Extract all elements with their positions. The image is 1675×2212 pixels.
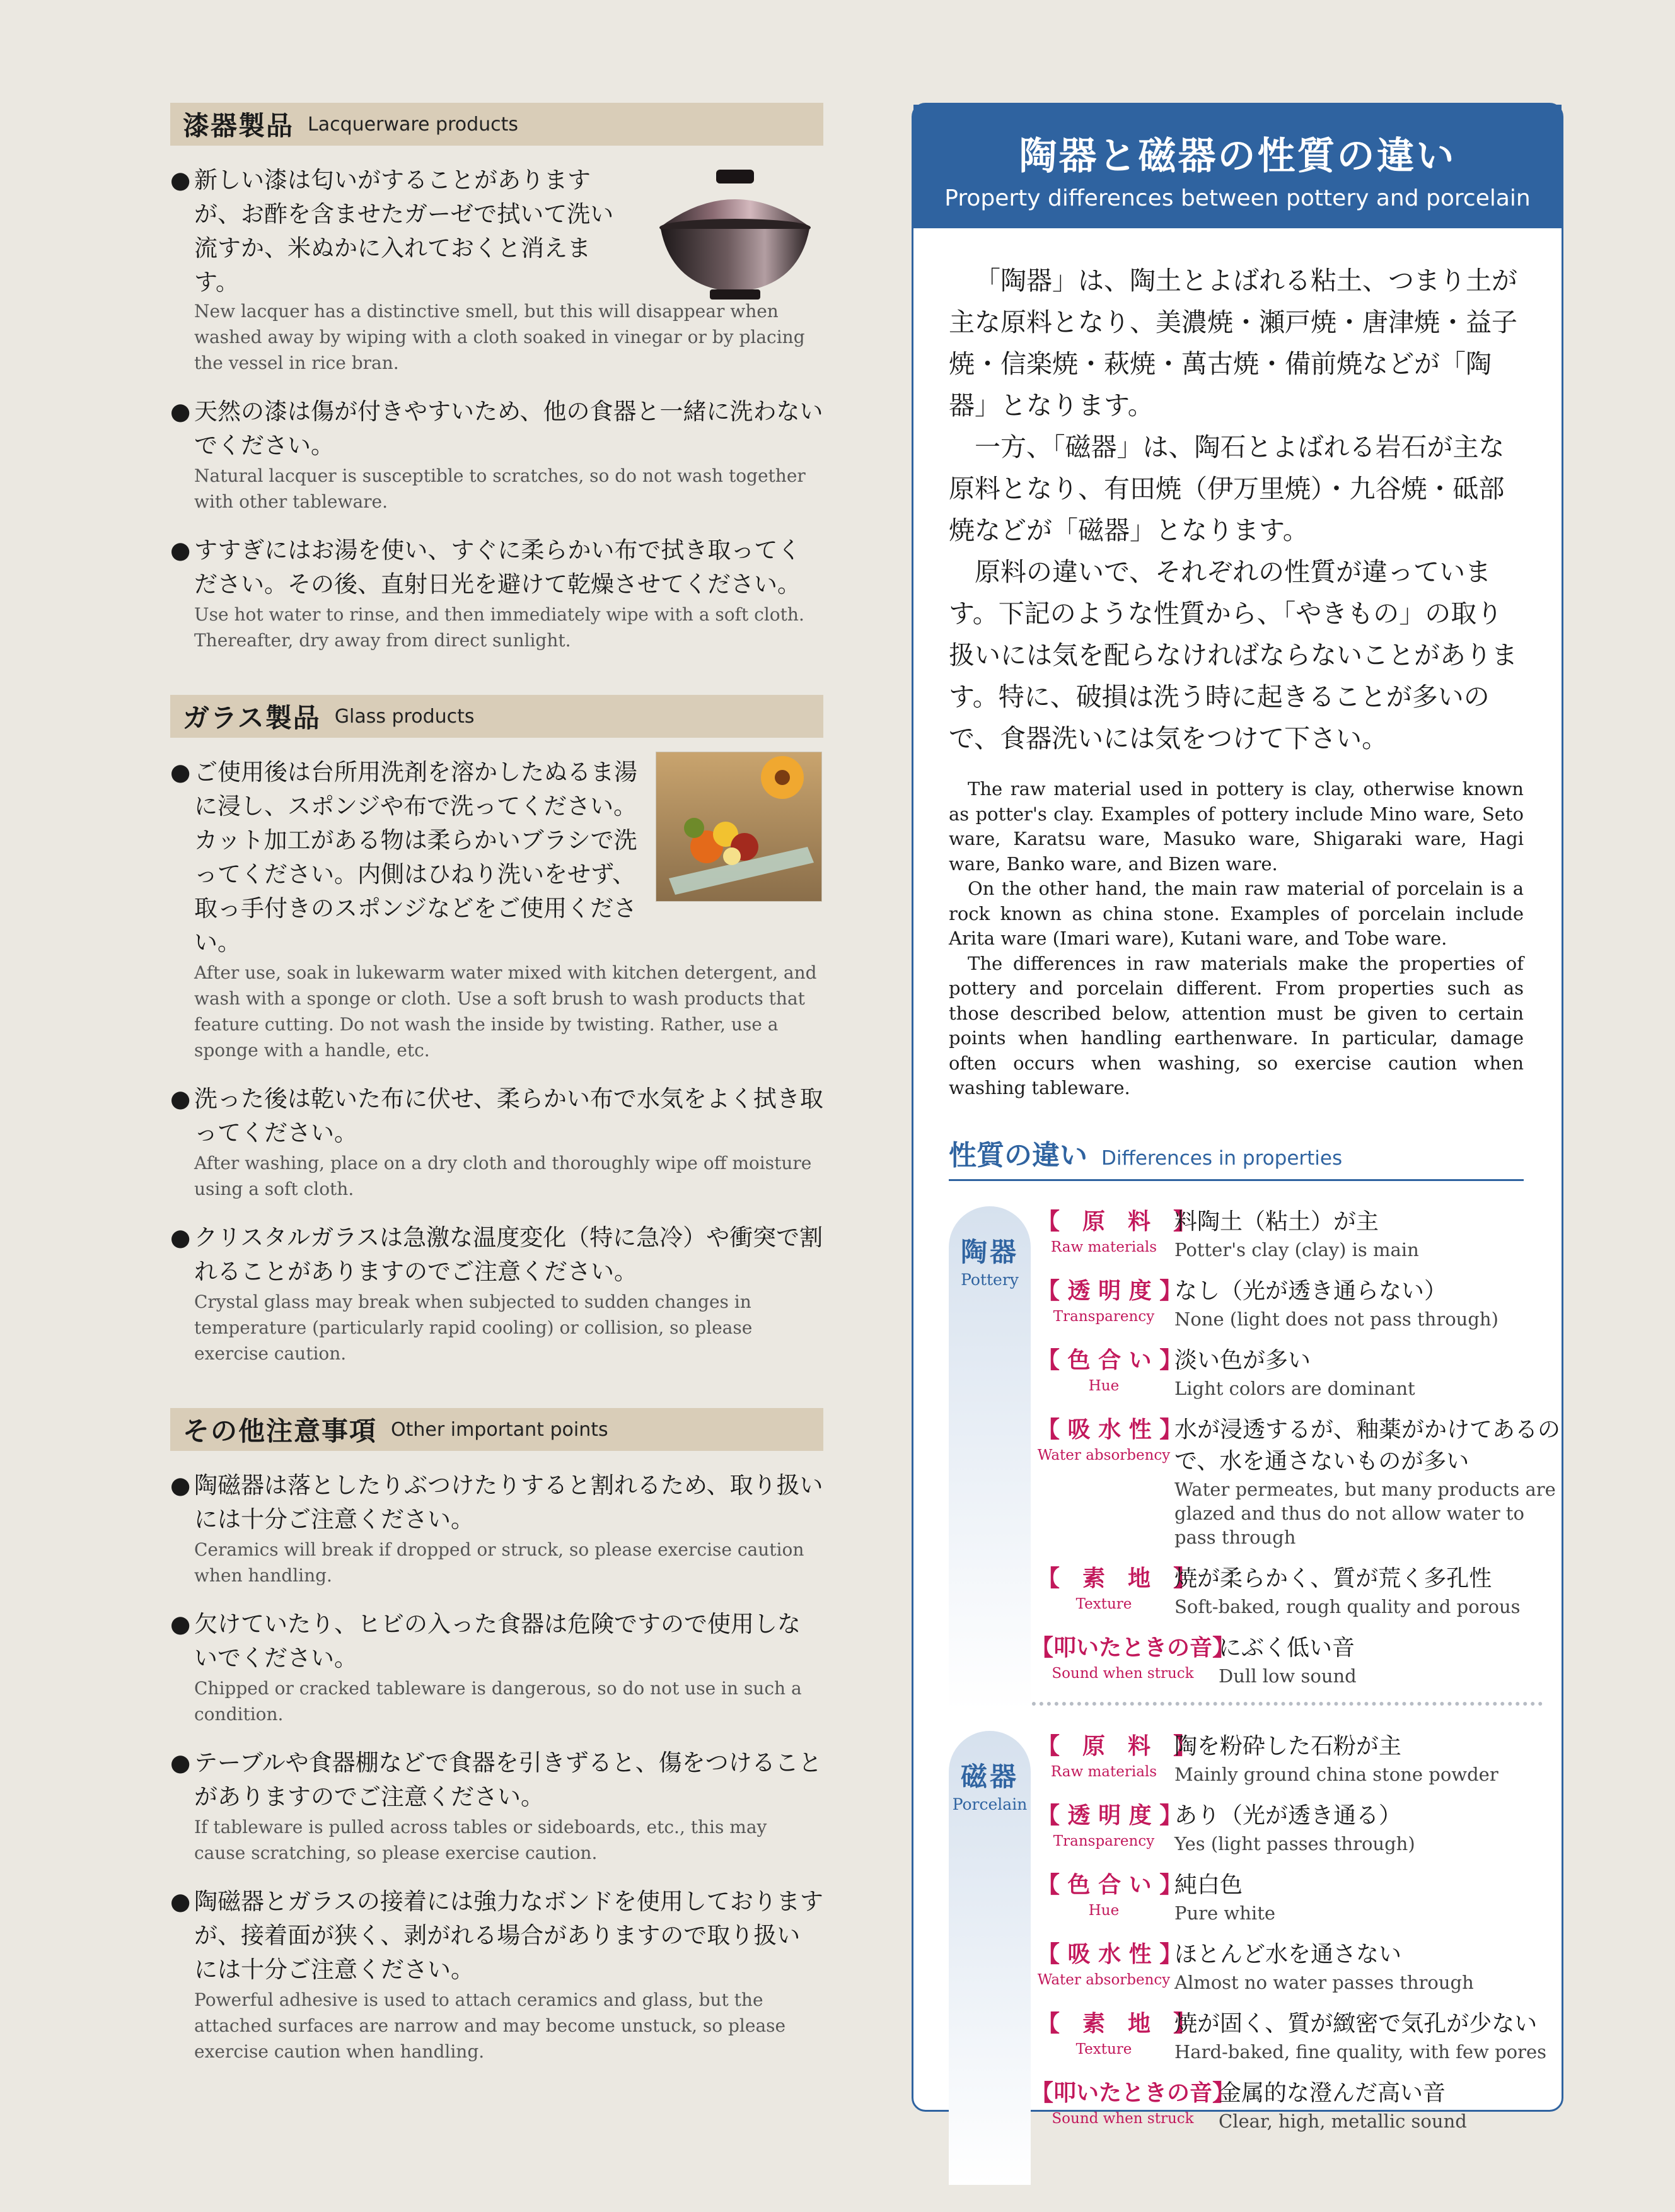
bullet-dot: ● <box>170 398 191 425</box>
dotted-divider <box>949 1702 1543 1706</box>
pottery-rows <box>1031 1206 1562 1688</box>
property-label-ja: 【 吸 水 性 】 <box>1037 1416 1183 1443</box>
property-label-ja: 【 透 明 度 】 <box>1037 1802 1183 1829</box>
glass-dish-image <box>656 752 822 902</box>
glass-heading <box>170 695 823 738</box>
other-bullet-3-ja: テーブルや食器棚などで食器を引きずると、傷をつけることがありますのでご注意ください。 <box>194 1749 822 1810</box>
differences-title-en: Differences in properties <box>1101 1146 1343 1170</box>
intro-en-paragraph-3: The differences in raw materials make the properties of pottery and porcelain different. From properties such as those described below, attention must be given to certain points when handling earthenware. In particular, damage often occurs when washing, so exercise caution when washing tableware. <box>949 952 1524 1098</box>
lacquer-bowl-image <box>647 158 823 310</box>
pottery-tab <box>949 1206 1031 1711</box>
lacquerware-section <box>170 103 823 653</box>
lacquer-bullet-2 <box>170 395 823 515</box>
glass-section <box>170 695 823 1366</box>
intro-ja-paragraph-1: 「陶器」は、陶土とよばれる粘土、つまり土が主な原料となり、美濃焼・瀬戸焼・唐津焼・益子焼・信楽焼・萩焼・萬古焼・備前焼などが「陶器」となります。 <box>949 265 1517 421</box>
glass-bullet-2-en: After washing, place on a dry cloth and thoroughly wipe off moisture using a soft cloth. <box>194 1153 812 1199</box>
other-bullet-2 <box>170 1607 823 1727</box>
lacquerware-title-ja: 漆器製品 <box>183 110 294 141</box>
property-label-en: Sound when struck <box>1052 2110 1194 2127</box>
bullet-dot: ● <box>170 166 191 194</box>
lacquer-bullet-1-en: New lacquer has a distinctive smell, but this will disappear when washed away by wiping with a cloth soaked in vinegar or by placing the vessel in rice bran. <box>194 301 805 373</box>
panel-title-en: Property differences between pottery and porcelain <box>944 185 1531 211</box>
intro-en-paragraph-1: The raw material used in pottery is clay, otherwise known as potter's clay. Examples of pottery include Mino ware, Seto ware, Karatsu ware, Masuko ware, Shigaraki ware, Hagi ware, Banko ware, and Bizen ware. <box>949 778 1524 875</box>
glass-title-en: Glass products <box>334 705 475 728</box>
bullet-dot: ● <box>170 1472 191 1499</box>
porcelain-row-raw-materials <box>1037 1731 1562 1786</box>
property-value-ja: あり（光が透き通る） <box>1174 1802 1402 1829</box>
bullet-dot: ● <box>170 1749 191 1776</box>
bullet-dot: ● <box>170 1888 191 1915</box>
lacquer-bullet-2-en: Natural lacquer is susceptible to scratches, so do not wash together with other tableware. <box>194 465 806 512</box>
property-label-ja: 【 原 料 】 <box>1037 1733 1197 1759</box>
glass-title-ja: ガラス製品 <box>183 702 321 733</box>
property-label-ja: 【 原 料 】 <box>1037 1208 1197 1235</box>
property-value-ja: 焼が固く、質が緻密で気孔が少ない <box>1174 2010 1538 2037</box>
intro-japanese <box>913 228 1562 759</box>
other-bullet-4-en: Powerful adhesive is used to attach ceramics and glass, but the attached surfaces are narrow and may become unstuck, so please exercise caution when handling. <box>194 1989 786 2062</box>
property-value-ja: 水が浸透するが、釉薬がかけてあるので、水を通さないものが多い <box>1174 1416 1561 1474</box>
property-label-ja: 【 吸 水 性 】 <box>1037 1941 1183 1967</box>
property-value-en: Hard-baked, fine quality, with few pores <box>1174 2040 1547 2063</box>
other-heading <box>170 1408 823 1451</box>
property-label-en: Raw materials <box>1050 1238 1157 1255</box>
other-bullet-4-ja: 陶磁器とガラスの接着には強力なボンドを使用しておりますが、接着面が狭く、剥がれる場合がありますので取り扱いには十分ご注意ください。 <box>194 1888 823 1983</box>
other-title-ja: その他注意事項 <box>183 1416 378 1447</box>
other-bullet-4 <box>170 1885 823 2064</box>
pottery-row-sound <box>1031 1633 1562 1688</box>
property-label-ja: 【 透 明 度 】 <box>1037 1278 1183 1304</box>
porcelain-tab-ja: 磁器 <box>960 1761 1019 1792</box>
intro-ja-paragraph-3: 原料の違いで、それぞれの性質が違っています。下記のような性質から、「やきもの」の取り扱いには気を配らなければならないことがあります。特に、破損は洗う時に起きることが多いので、食器洗いには気をつけて下さい。 <box>949 557 1517 754</box>
porcelain-row-texture <box>1037 2008 1562 2064</box>
property-value-ja: 金属的な澄んだ高い音 <box>1219 2080 1446 2106</box>
property-label-en: Water absorbency <box>1037 1447 1171 1464</box>
glass-bullet-2 <box>170 1082 823 1202</box>
property-label-en: Transparency <box>1053 1832 1155 1849</box>
porcelain-properties <box>949 1731 1562 2133</box>
glass-bullet-1 <box>170 755 640 960</box>
intro-ja-paragraph-2: 一方、「磁器」は、陶石とよばれる岩石が主な原料となり、有田焼（伊万里焼）・九谷焼・砥部焼などが「磁器」となります。 <box>949 432 1505 545</box>
other-bullet-1-en: Ceramics will break if dropped or struck, so please exercise caution when handling. <box>194 1539 804 1586</box>
property-value-ja: 焼が柔らかく、質が荒く多孔性 <box>1174 1565 1492 1592</box>
lacquer-bullet-3 <box>170 533 823 653</box>
property-value-en: None (light does not pass through) <box>1174 1308 1498 1330</box>
porcelain-row-water-absorbency <box>1037 1939 1562 1994</box>
glass-dish-illustration <box>656 752 821 901</box>
other-bullet-2-ja: 欠けていたり、ヒビの入った食器は危険ですので使用しないでください。 <box>194 1610 801 1672</box>
property-label-ja: 【叩いたときの音】 <box>1031 1634 1236 1661</box>
other-section <box>170 1408 823 2064</box>
property-value-en: Potter's clay (clay) is main <box>1174 1238 1419 1260</box>
pottery-row-hue <box>1037 1345 1562 1400</box>
bullet-dot: ● <box>170 537 191 564</box>
other-bullet-3-en: If tableware is pulled across tables or sideboards, etc., this may cause scratching, so please exercise caution. <box>194 1817 767 1863</box>
intro-english <box>913 759 1562 1101</box>
property-value-en: Clear, high, metallic sound <box>1219 2110 1467 2132</box>
property-value-en: Yes (light passes through) <box>1174 1832 1415 1854</box>
property-differences-panel <box>912 103 1563 2132</box>
property-value-ja: にぶく低い音 <box>1219 1634 1355 1661</box>
glass-bullet-3-en: Crystal glass may break when subjected to sudden changes in temperature (particularly rapid cooling) or collision, so please exercise caution. <box>194 1291 753 1364</box>
glass-bullet-1-en: After use, soak in lukewarm water mixed with kitchen detergent, and wash with a sponge or cloth. Use a soft brush to wash products that feature cutting. Do not wash the inside by twisting. Rather, use a sponge with a handle, etc. <box>194 962 817 1061</box>
property-value-en: Water permeates, but many products are glazed and thus do not allow water to pass through <box>1174 1478 1556 1548</box>
pottery-tab-en: Pottery <box>961 1270 1019 1289</box>
lacquer-bullet-1-ja: 新しい漆は匂いがすることがありますが、お酢を含ませたガーゼで拭いて洗い流すか、米ぬかに入れておくと消えます。 <box>194 166 614 296</box>
other-bullet-1 <box>170 1469 823 1588</box>
glass-bullet-3 <box>170 1221 823 1366</box>
property-value-ja: 純白色 <box>1174 1871 1243 1898</box>
other-bullet-1-ja: 陶磁器は落としたりぶつけたりすると割れるため、取り扱いには十分ご注意ください。 <box>194 1472 823 1533</box>
property-label-ja: 【 色 合 い 】 <box>1037 1347 1183 1373</box>
property-label-en: Transparency <box>1053 1308 1155 1325</box>
bullet-dot: ● <box>170 759 191 786</box>
differences-heading <box>949 1132 1524 1181</box>
lacquer-bullet-3-en: Use hot water to rinse, and then immediately wipe with a soft cloth. Thereafter, dry away from direct sunlight. <box>194 604 804 651</box>
property-value-ja: 淡い色が多い <box>1174 1347 1311 1373</box>
differences-title-ja: 性質の違い <box>949 1139 1087 1172</box>
glass-bullet-3-ja: クリスタルガラスは急激な温度変化（特に急冷）や衝突で割れることがありますのでご注意ください。 <box>194 1224 823 1285</box>
property-value-en: Soft-baked, rough quality and porous <box>1174 1595 1521 1617</box>
property-label-en: Hue <box>1088 1377 1120 1394</box>
lacquer-bullet-2-ja: 天然の漆は傷が付きやすいため、他の食器と一緒に洗わないでください。 <box>194 398 823 459</box>
property-value-en: Light colors are dominant <box>1174 1377 1415 1399</box>
panel-title-ja: 陶器と磁器の性質の違い <box>1019 134 1456 178</box>
lacquer-bullet-3-ja: すすぎにはお湯を使い、すぐに柔らかい布で拭き取ってください。その後、直射日光を避けて乾燥させてください。 <box>194 537 801 598</box>
property-label-en: Texture <box>1075 2040 1132 2058</box>
property-label-en: Raw materials <box>1050 1763 1157 1780</box>
property-label-en: Texture <box>1075 1595 1132 1612</box>
glass-bullet-1-ja: ご使用後は台所用洗剤を溶かしたぬるま湯に浸し、スポンジや布で洗ってください。カット加工がある物は柔らかいブラシで洗ってください。内側はひねり洗いをせず、取っ手付きのスポンジなどをご使用ください。 <box>194 759 637 956</box>
glass-body <box>170 755 823 1366</box>
porcelain-row-transparency <box>1037 1800 1562 1856</box>
other-bullet-3 <box>170 1746 823 1866</box>
pottery-properties <box>949 1206 1562 1688</box>
property-value-ja: 陶を粉砕した石粉が主 <box>1174 1733 1402 1759</box>
pottery-row-raw-materials <box>1037 1206 1562 1262</box>
porcelain-row-hue <box>1037 1870 1562 1925</box>
lacquer-bullet-1 <box>170 163 634 300</box>
pottery-row-water-absorbency <box>1037 1414 1562 1549</box>
property-value-en: Almost no water passes through <box>1174 1971 1474 1993</box>
property-value-ja: 料陶土（粘土）が主 <box>1174 1208 1379 1235</box>
property-label-en: Sound when struck <box>1052 1665 1194 1682</box>
other-bullet-2-en: Chipped or cracked tableware is dangerous, so do not use in such a condition. <box>194 1678 802 1725</box>
panel-header <box>913 105 1562 228</box>
property-label-ja: 【 素 地 】 <box>1037 1565 1197 1592</box>
porcelain-tab <box>949 1731 1031 2185</box>
property-label-ja: 【 色 合 い 】 <box>1037 1871 1183 1898</box>
pottery-tab-ja: 陶器 <box>960 1236 1019 1267</box>
lacquerware-body <box>170 163 823 653</box>
property-label-ja: 【 素 地 】 <box>1037 2010 1197 2037</box>
property-value-en: Pure white <box>1174 1902 1276 1924</box>
property-value-ja: ほとんど水を通さない <box>1174 1941 1402 1967</box>
other-body <box>170 1469 823 2064</box>
property-label-ja: 【叩いたときの音】 <box>1031 2080 1236 2106</box>
other-title-en: Other important points <box>391 1418 608 1441</box>
pottery-row-transparency <box>1037 1276 1562 1331</box>
intro-en-paragraph-2: On the other hand, the main raw material of porcelain is a rock known as china stone. Examples of porcelain include Arita ware (Imari ware), Kutani ware, and Tobe ware. <box>949 878 1524 949</box>
porcelain-rows <box>1031 1731 1562 2133</box>
care-instructions-column <box>170 103 823 2083</box>
bullet-dot: ● <box>170 1610 191 1638</box>
bullet-dot: ● <box>170 1224 191 1251</box>
glass-bullet-2-ja: 洗った後は乾いた布に伏せ、柔らかい布で水気をよく拭き取ってください。 <box>194 1085 823 1146</box>
property-label-en: Water absorbency <box>1037 1971 1171 1988</box>
lacquerware-title-en: Lacquerware products <box>308 113 519 136</box>
property-label-en: Hue <box>1088 1902 1120 1919</box>
porcelain-row-sound <box>1031 2078 1562 2133</box>
property-value-ja: なし（光が透き通らない） <box>1174 1278 1447 1304</box>
property-value-en: Dull low sound <box>1219 1665 1357 1687</box>
porcelain-tab-en: Porcelain <box>952 1795 1028 1813</box>
bullet-dot: ● <box>170 1085 191 1112</box>
lacquerware-heading <box>170 103 823 146</box>
pottery-row-texture <box>1037 1563 1562 1619</box>
lacquer-bowl-illustration <box>647 158 823 310</box>
property-value-en: Mainly ground china stone powder <box>1174 1763 1498 1785</box>
